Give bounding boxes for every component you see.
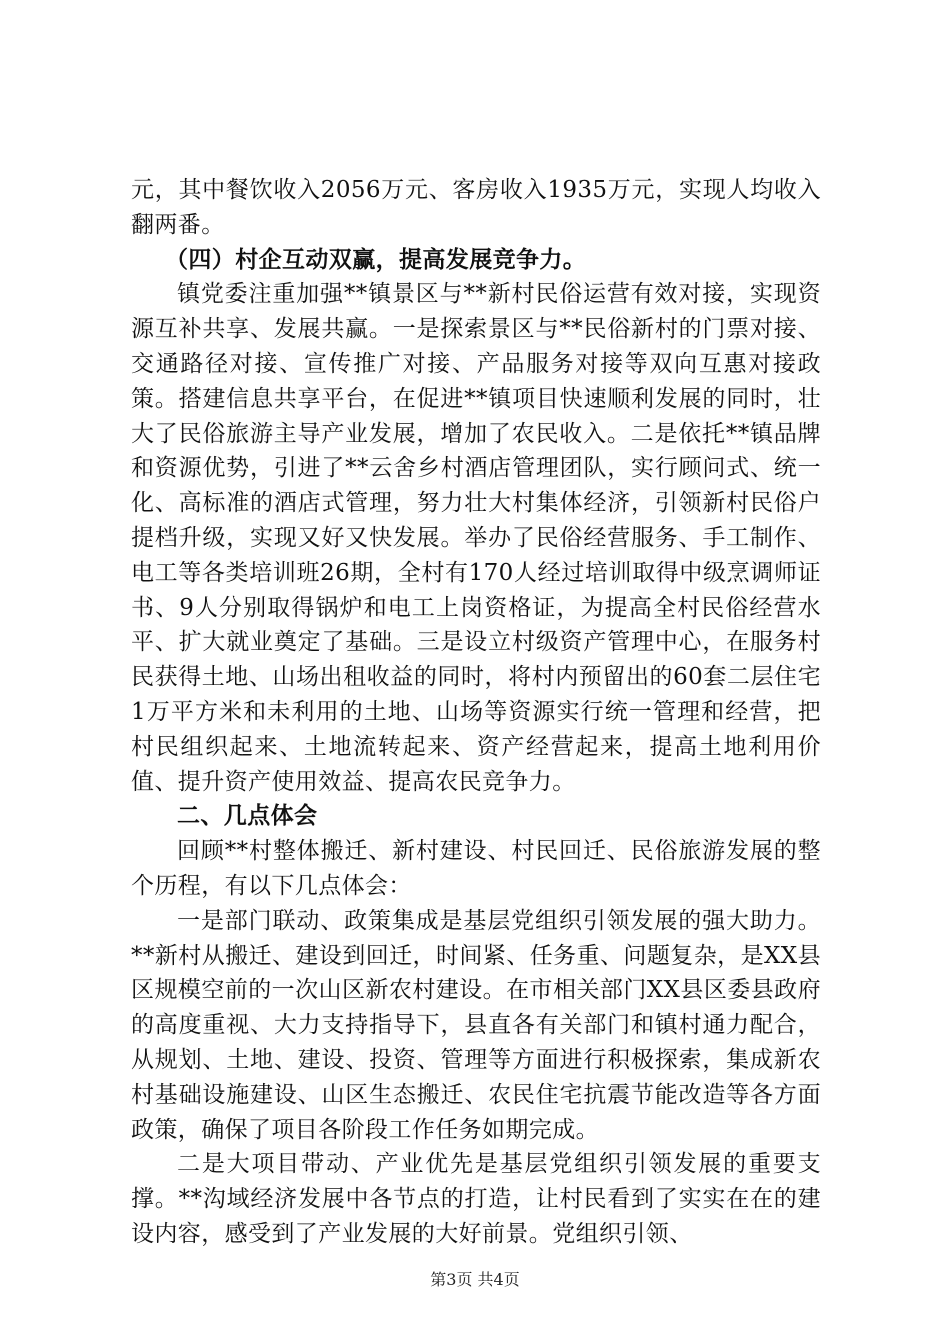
paragraph-village-enterprise: 镇党委注重加强**镇景区与**新村民俗运营有效对接，实现资源互补共享、发展共赢。一是探索景区与**民俗新村的门票对接、交通路径对接、宣传推广对接、产品服务对接等双向互惠对接政策。搭建信息共享平台，在促进**镇项目快速顺利发展的同时，壮大了民俗旅游主导产业发展，增加了农民收入。二是依托**镇品牌和资源优势，引进了**云舍乡村酒店管理团队，实行顾问式、统一化、高标准的酒店式管理，努力壮大村集体经济，引领新村民俗户提档升级，实现又好又快发展。举办了民俗经营服务、手工制作、电工等各类培训班26期，全村有170人经过培训取得中级烹调师证书、9人分别取得锅炉和电工上岗资格证，为提高全村民俗经营水平、扩大就业奠定了基础。三是设立村级资产管理中心，在服务村民获得土地、山场出租收益的同时，将村内预留出的60套二层住宅1万平方米和未利用的土地、山场等资源实行统一管理和经营，把村民组织起来、土地流转起来、资产经营起来，提高土地利用价值、提升资产使用效益、提高农民竞争力。: [131, 281, 821, 795]
paragraph-review: 回顾**村整体搬迁、新村建设、村民回迁、民俗旅游发展的整个历程，有以下几点体会：: [131, 838, 821, 899]
paragraph-continuation: 元，其中餐饮收入2056万元、客房收入1935万元，实现人均收入翻两番。: [131, 177, 821, 238]
section-heading-4: （四）村企互动双赢，提高发展竞争力。: [165, 245, 587, 273]
paragraph-point-one: 一是部门联动、政策集成是基层党组织引领发展的强大助力。**新村从搬迁、建设到回迁，时间紧、任务重、问题复杂，是XX县区规模空前的一次山区新农村建设。在市相关部门XX县区委县政府的高度重视、大力支持指导下，县直各有关部门和镇村通力配合，从规划、土地、建设、投资、管理等方面进行积极探索，集成新农村基础设施建设、山区生态搬迁、农民住宅抗震节能改造等各方面政策，确保了项目各阶段工作任务如期完成。: [131, 907, 821, 1143]
section-heading-experience: 二、几点体会: [177, 802, 318, 830]
page-footer: 第3页 共4页: [430, 1270, 520, 1289]
paragraph-point-two: 二是大项目带动、产业优先是基层党组织引领发展的重要支撑。**沟域经济发展中各节点的打造，让村民看到了实实在在的建设内容，感受到了产业发展的大好前景。党组织引领、: [131, 1151, 821, 1247]
document-body: [131, 173, 821, 1252]
